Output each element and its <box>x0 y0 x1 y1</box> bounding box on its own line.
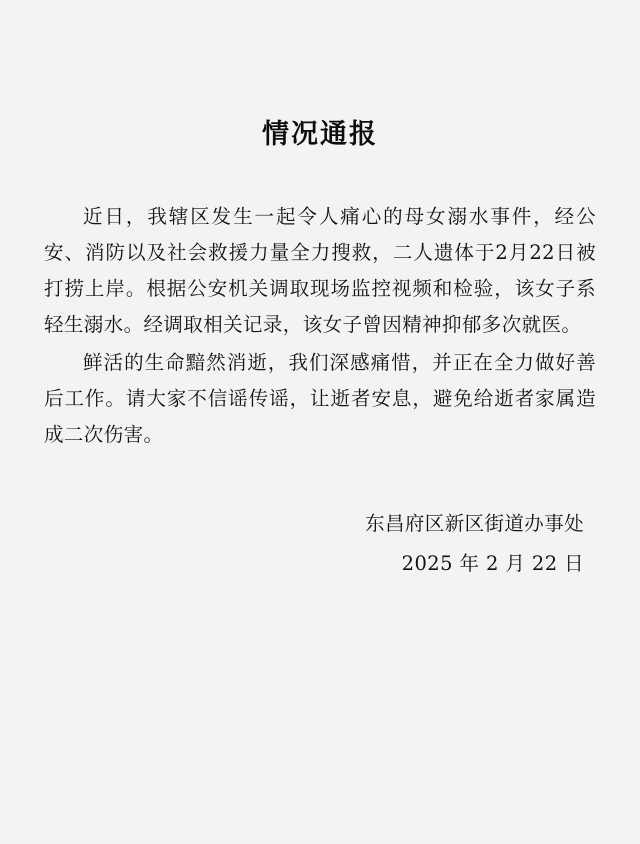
paragraph-1: 近日，我辖区发生一起令人痛心的母女溺水事件，经公安、消防以及社会救援力量全力搜救，二人遗体于2月22日被打捞上岸。根据公安机关调取现场监控视频和检验，该女子系轻生溺水。经调取相关记录，该女子曾因精神抑郁多次就医。 <box>44 205 596 336</box>
signature-issuer: 东昌府区新区街道办事处 <box>365 512 584 535</box>
page-title: 情况通报 <box>262 119 378 150</box>
signature-date: 2025 年 2 月 22 日 <box>401 552 584 575</box>
document-page <box>0 112 640 844</box>
paragraph-2: 鲜活的生命黯然消逝，我们深感痛惜，并正在全力做好善后工作。请大家不信谣传谣，让逝者安息，避免给逝者家属造成二次伤害。 <box>44 351 596 446</box>
document-body <box>44 199 596 453</box>
signature-block <box>44 507 596 581</box>
